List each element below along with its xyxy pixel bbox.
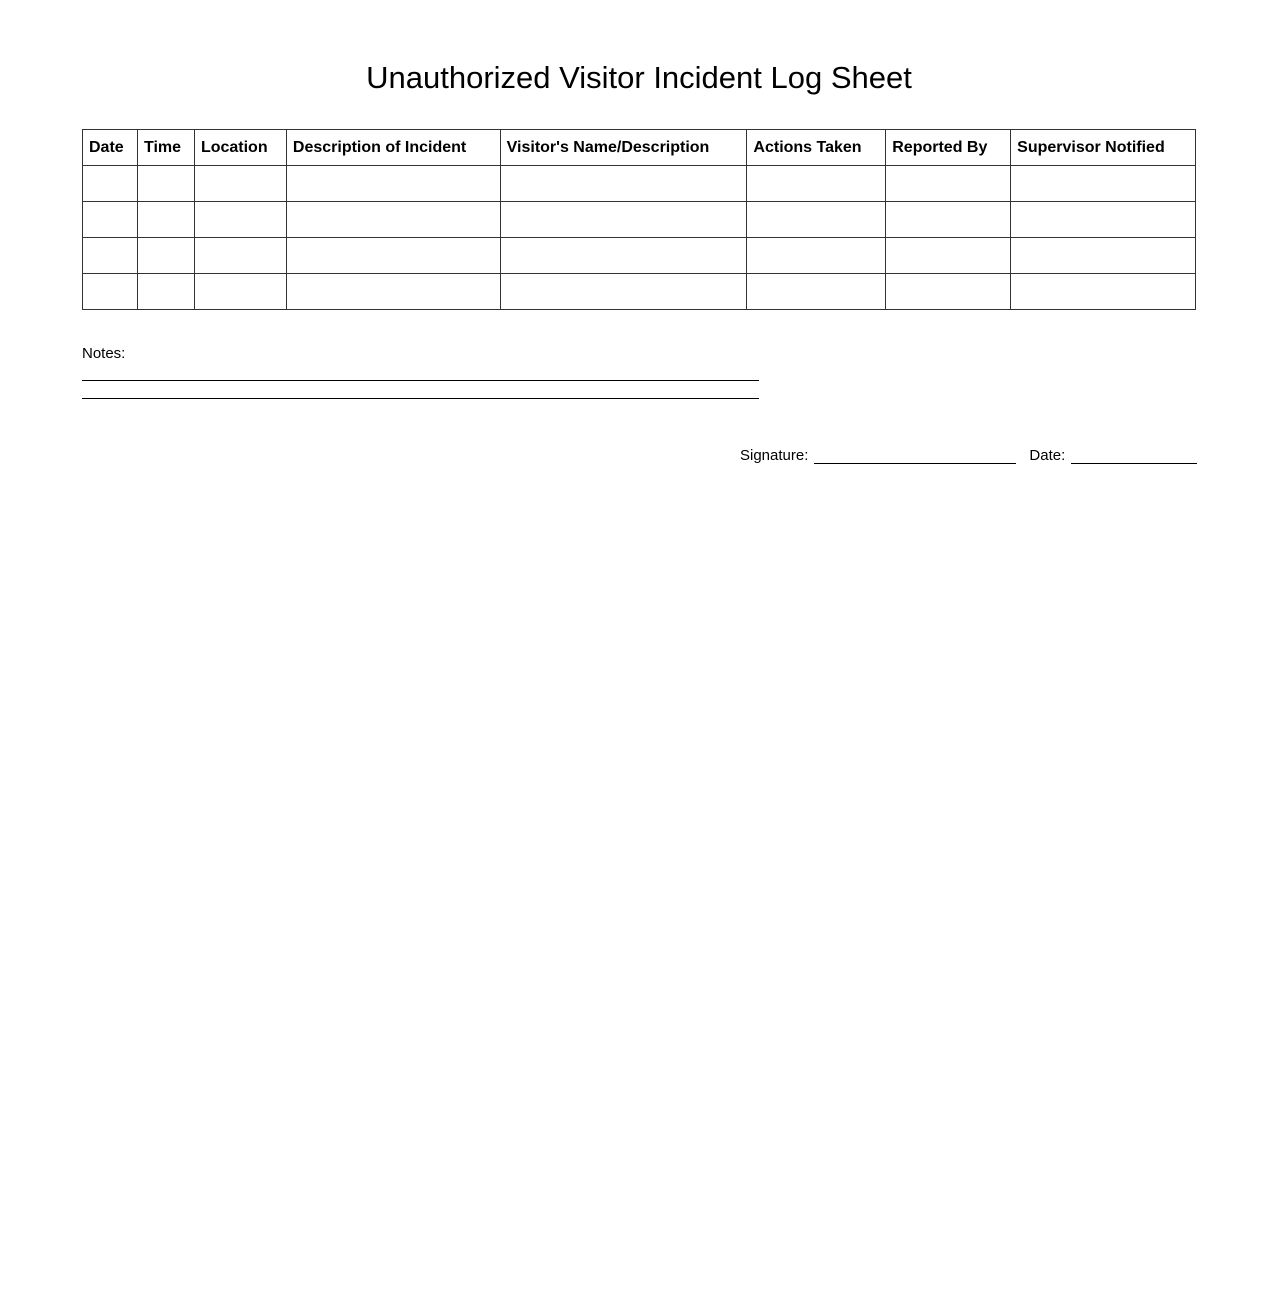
table-cell[interactable] bbox=[886, 274, 1011, 310]
table-row bbox=[83, 274, 1196, 310]
table-cell[interactable] bbox=[194, 238, 286, 274]
table-cell[interactable] bbox=[286, 202, 500, 238]
table-cell[interactable] bbox=[137, 274, 194, 310]
table-cell[interactable] bbox=[83, 166, 138, 202]
date-label: Date: bbox=[1029, 447, 1066, 464]
header-time: Time bbox=[137, 130, 194, 166]
table-cell[interactable] bbox=[886, 166, 1011, 202]
date-field[interactable] bbox=[1071, 447, 1197, 464]
table-cell[interactable] bbox=[83, 202, 138, 238]
notes-label: Notes: bbox=[82, 345, 126, 362]
table-cell[interactable] bbox=[286, 238, 500, 274]
notes-line[interactable] bbox=[82, 380, 759, 381]
header-location: Location bbox=[194, 130, 286, 166]
table-cell[interactable] bbox=[286, 166, 500, 202]
table-cell[interactable] bbox=[747, 202, 886, 238]
header-visitor: Visitor's Name/Description bbox=[500, 130, 747, 166]
table-cell[interactable] bbox=[747, 274, 886, 310]
table-cell[interactable] bbox=[1011, 274, 1196, 310]
table-row bbox=[83, 166, 1196, 202]
table-cell[interactable] bbox=[137, 202, 194, 238]
notes-line[interactable] bbox=[82, 398, 759, 399]
table-cell[interactable] bbox=[500, 238, 747, 274]
table-cell[interactable] bbox=[137, 238, 194, 274]
header-description: Description of Incident bbox=[286, 130, 500, 166]
table-cell[interactable] bbox=[286, 274, 500, 310]
table-row bbox=[83, 238, 1196, 274]
table-cell[interactable] bbox=[500, 274, 747, 310]
table-cell[interactable] bbox=[500, 166, 747, 202]
table-cell[interactable] bbox=[747, 166, 886, 202]
table-header-row bbox=[83, 130, 1196, 166]
page-title: Unauthorized Visitor Incident Log Sheet bbox=[366, 60, 912, 95]
table-cell[interactable] bbox=[886, 202, 1011, 238]
signature-label: Signature: bbox=[740, 447, 809, 464]
signature-field[interactable] bbox=[814, 447, 1016, 464]
table-cell[interactable] bbox=[137, 166, 194, 202]
signature-block bbox=[740, 447, 1197, 464]
table-cell[interactable] bbox=[1011, 202, 1196, 238]
table-cell[interactable] bbox=[194, 166, 286, 202]
table-cell[interactable] bbox=[500, 202, 747, 238]
header-supervisor: Supervisor Notified bbox=[1011, 130, 1196, 166]
table-cell[interactable] bbox=[747, 238, 886, 274]
table-cell[interactable] bbox=[886, 238, 1011, 274]
header-actions: Actions Taken bbox=[747, 130, 886, 166]
table-cell[interactable] bbox=[194, 202, 286, 238]
table-cell[interactable] bbox=[194, 274, 286, 310]
table-row bbox=[83, 202, 1196, 238]
table-cell[interactable] bbox=[83, 274, 138, 310]
table-cell[interactable] bbox=[1011, 166, 1196, 202]
incident-log-table bbox=[82, 129, 1196, 310]
table-cell[interactable] bbox=[1011, 238, 1196, 274]
header-date: Date bbox=[83, 130, 138, 166]
header-reported-by: Reported By bbox=[886, 130, 1011, 166]
table-cell[interactable] bbox=[83, 238, 138, 274]
